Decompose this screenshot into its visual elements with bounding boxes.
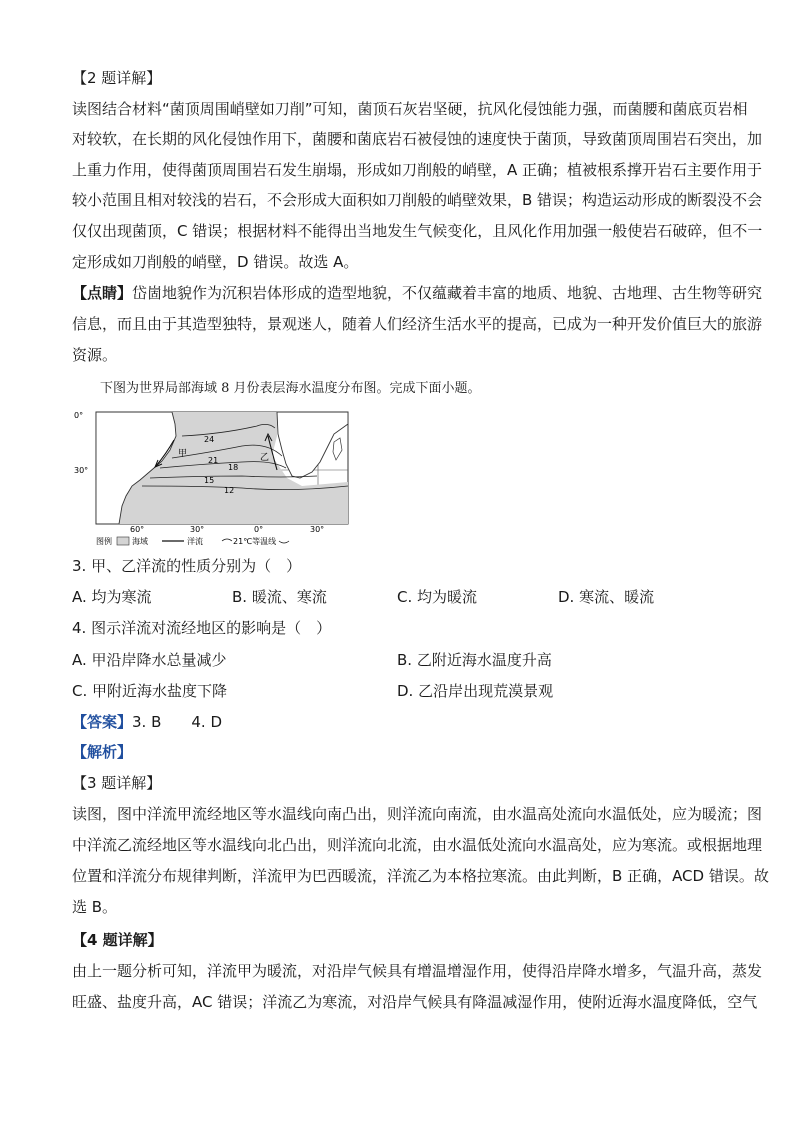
sec3-para-line: 中洋流乙流经地区等水温线向北凸出，则洋流向北流，由水温低处流向水温高处，应为寒流。或根据地理: [72, 836, 763, 854]
sec2-para-line: 读图结合材料“菌顶周围峭壁如刀削”可知，菌顶石灰岩坚硬，抗风化侵蚀能力强，而菌腰和菌底页岩相: [72, 100, 748, 118]
current-jia-label: 甲: [178, 449, 188, 459]
sec3-para-line: 读图，图中洋流甲流经地区等水温线向南凸出，则洋流向南流，由水温高处流向水温低处，应为暖流；图: [72, 805, 763, 823]
sec2-para-line: 上重力作用，使得菌顶周围岩石发生崩塌，形成如刀削般的峭壁，A 正确；植被根系撑开岩石主要作用于: [72, 161, 763, 179]
sec2-para-line: 仅仅出现菌顶，C 错误；根据材料不能得出当地发生气候变化，且风化作用加强一般使岩石破碎，但不一: [72, 222, 763, 240]
sec4-para-line: 由上一题分析可知，洋流甲为暖流，对沿岸气候具有增温增湿作用，使得沿岸降水增多，气温升高，蒸发: [72, 962, 763, 980]
sec2-header: 【2 题详解】: [72, 69, 162, 87]
q4-option-b: B. 乙附近海水温度升高: [397, 651, 552, 669]
sec2-para-line: 对较软，在长期的风化侵蚀作用下，菌腰和菌底岩石被侵蚀的速度快于菌顶，导致菌顶周围岩石突出，加: [72, 130, 763, 148]
jiexi-label: 【解析】: [72, 743, 133, 761]
q3-option-a: A. 均为寒流: [72, 588, 152, 606]
sec4-para-line: 旺盛、盐度升高，AC 错误；洋流乙为寒流，对沿岸气候具有降温减湿作用，使附近海水温度降低，空气: [72, 993, 758, 1011]
legend-label: 图例: [96, 537, 112, 546]
question-intro: 下图为世界局部海域 8 月份表层海水温度分布图。完成下面小题。: [100, 381, 481, 396]
q4-option-a: A. 甲沿岸降水总量减少: [72, 651, 227, 669]
iso-21-label: 21: [208, 456, 219, 465]
q3-stem: 3. 甲、乙洋流的性质分别为（ ）: [72, 557, 302, 575]
current-yi-label: 乙: [260, 453, 270, 463]
iso-18-label: 18: [228, 463, 239, 472]
sec2-para-line: 定形成如刀削般的峭壁，D 错误。故选 A。: [72, 253, 359, 271]
dianjing-label: 【点睛】: [72, 284, 133, 302]
lon-0-label: 0°: [254, 525, 264, 534]
dianjing-line: [72, 283, 762, 303]
q3-option-d: D. 寒流、暖流: [558, 588, 655, 606]
iso-12-label: 12: [224, 486, 235, 495]
sec3-header: 【3 题详解】: [72, 774, 162, 792]
sec3-para-line: 位置和洋流分布规律判断，洋流甲为巴西暖流，洋流乙为本格拉寒流。由此判断，B 正确，ACD 错误。故: [72, 867, 769, 885]
answer-value: 3. B 4. D: [132, 713, 223, 731]
dianjing-text: 岱崮地貌作为沉积岩体形成的造型地貌，不仅蕴藏着丰富的地质、地貌、古地理、古生物等研究: [132, 284, 763, 302]
sec2-para-line: 较小范围且相对较浅的岩石，不会形成大面积如刀削般的峭壁效果，B 错误；构造运动形成的断裂没不会: [72, 191, 763, 209]
legend-sea: 海域: [132, 537, 148, 546]
lon-30e-label: 30°: [310, 525, 325, 534]
answer-line: [72, 712, 222, 732]
lon-30w-label: 30°: [190, 525, 205, 534]
ocean-temperature-map: [72, 406, 362, 548]
dianjing-line: 信息，而且由于其造型独特，景观迷人，随着人们经济生活水平的提高，已成为一种开发价值巨大的旅游: [72, 315, 763, 333]
q4-option-d: D. 乙沿岸出现荒漠景观: [397, 682, 554, 700]
legend-iso-swatch-left: [222, 539, 232, 541]
iso-24-label: 24: [204, 435, 215, 444]
lat-0-label: 0°: [74, 411, 84, 420]
q3-option-b: B. 暖流、寒流: [232, 588, 327, 606]
sec3-para-line: 选 B。: [72, 898, 118, 916]
dianjing-line: 资源。: [72, 346, 118, 364]
iso-15-label: 15: [204, 476, 215, 485]
legend-current: 洋流: [187, 537, 203, 546]
legend-iso: 21℃等温线: [233, 537, 277, 546]
sec4-header: 【4 题详解】: [72, 931, 163, 949]
legend-sea-swatch: [117, 537, 129, 545]
q4-option-c: C. 甲附近海水盐度下降: [72, 682, 228, 700]
legend-iso-swatch-right: [279, 541, 289, 543]
lon-60-label: 60°: [130, 525, 145, 534]
lat-30-label: 30°: [74, 466, 89, 475]
q4-stem: 4. 图示洋流对流经地区的影响是（ ）: [72, 619, 332, 637]
q3-option-c: C. 均为暖流: [397, 588, 478, 606]
answer-label: 【答案】: [72, 713, 133, 731]
